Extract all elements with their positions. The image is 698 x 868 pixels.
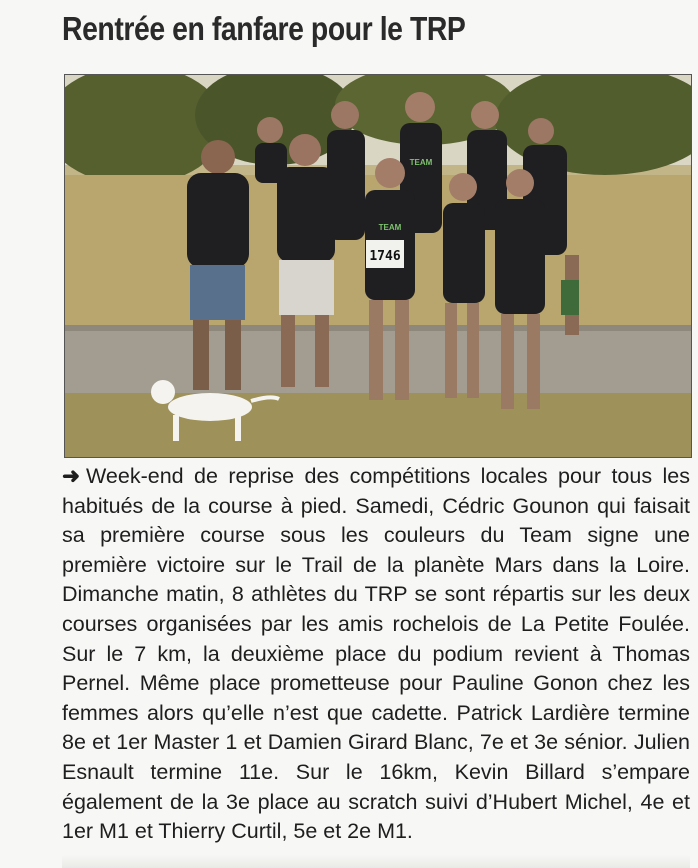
page-edge: [62, 855, 690, 868]
article-headline: Rentrée en fanfare pour le TRP: [62, 10, 466, 47]
bib-number: 1746: [369, 249, 401, 264]
jersey-team-label-2: TEAM: [378, 223, 402, 232]
arrow-right-icon: ➜: [62, 464, 81, 488]
article-text: Week-end de reprise des compétitions locales pour tous les habitués de la course à pied. Samedi, Cédric Gounon qui faisait sa première course sous les couleurs du Team signe une première victoire sur le Trail de la planète Mars dans la Loire. Dimanche matin, 8 athlètes du TRP se sont répartis sur les deux courses organisées par les amis rochelois de La Petite Foulée. Sur le 7 km, la deuxième place du podium revient à Thomas Pernel. Même place prometteuse pour Pauline Gonon chez les femmes alors qu’elle n’est que cadette. Patrick Lardière termine 8e et 1er Master 1 et Damien Girard Blanc, 7e et 3e sénior. Julien Esnault termine 11e. Sur le 16km, Kevin Billard s’empare également de la 3e place au scratch suivi d’Hubert Michel, 4e et 1er M1 et Thierry Curtil, 5e et 2e M1.: [62, 464, 690, 844]
jersey-team-label: TEAM: [409, 158, 433, 167]
team-photo: [64, 74, 692, 458]
article-body: [62, 462, 690, 847]
